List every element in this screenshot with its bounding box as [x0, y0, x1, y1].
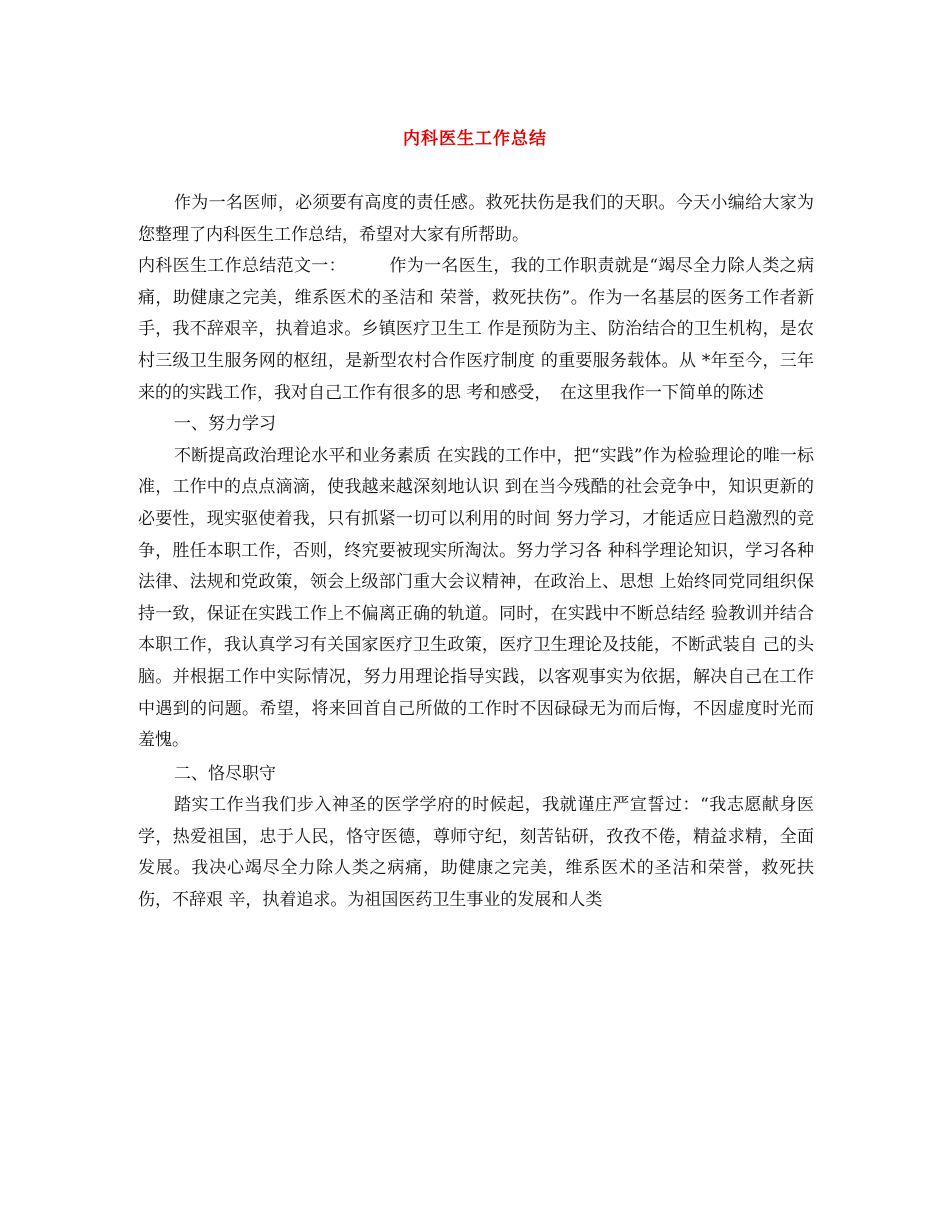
intro-paragraph: 作为一名医师，必须要有高度的责任感。救死扶伤是我们的天职。今天小编给大家为您整理了内科医生工作总结，希望对大家有所帮助。 [138, 193, 814, 245]
document-title: 内科医生工作总结 [403, 129, 547, 149]
section-heading-duty: 二、恪尽职守 [174, 763, 276, 784]
duty-paragraph: 踏实工作当我们步入神圣的医学学府的时候起，我就谨庄严宣誓过：“我志愿献身医学，热爱祖国，忠于人民，恪守医德，尊师守纪，刻苦钻研，孜孜不倦，精益求精，全面发展。我决心竭尽全力除人类之病痛，助健康之完美，维系医术的圣洁和荣誉，救死扶伤，不辞艰 辛，执着追求。为祖国医药卫生事业的发展和人类 [138, 795, 814, 911]
study-paragraph: 不断提高政治理论水平和业务素质 在实践的工作中，把“实践”作为检验理论的唯一标准，工作中的点点滴滴，使我越来越深刻地认识 到在当今残酷的社会竞争中，知识更新的必要性，现实驱使着我，只有抓紧一切可以利用的时间 努力学习，才能适应日趋激烈的竞争，胜任本职工作，否则，终究要被现实所淘汰。努力学习各 种科学理论知识，学习各种法律、法规和党政策，领会上级部门重大会议精神，在政治上、思想 上始终同党同组织保持一致，保证在实践工作上不偏离正确的轨道。同时，在实践中不断总结经 验教训并结合本职工作，我认真学习有关国家医疗卫生政策，医疗卫生理论及技能，不断武装自 己的头脑。并根据工作中实际情况，努力用理论指导实践，以客观事实为依据，解决自己在工作 中遇到的问题。希望，将来回首自己所做的工作时不因碌碌无为而后悔，不因虚度时光而羞愧。 [138, 445, 814, 751]
sample-one-paragraph: 内科医生工作总结范文一： 作为一名医生，我的工作职责就是“竭尽全力除人类之病痛，助健康之完美，维系医术的圣洁和 荣誉，救死扶伤”。作为一名基层的医务工作者新手，我不辞艰辛，执着追求。乡镇医疗卫生工 作是预防为主、防治结合的卫生机构，是农村三级卫生服务网的枢纽，是新型农村合作医疗制度 的重要服务载体。从 *年至今，三年来的的实践工作，我对自己工作有很多的思 考和感受， 在这里我作一下简单的陈述 [138, 256, 814, 403]
document-body [138, 188, 814, 917]
section-heading-study: 一、努力学习 [174, 414, 276, 435]
